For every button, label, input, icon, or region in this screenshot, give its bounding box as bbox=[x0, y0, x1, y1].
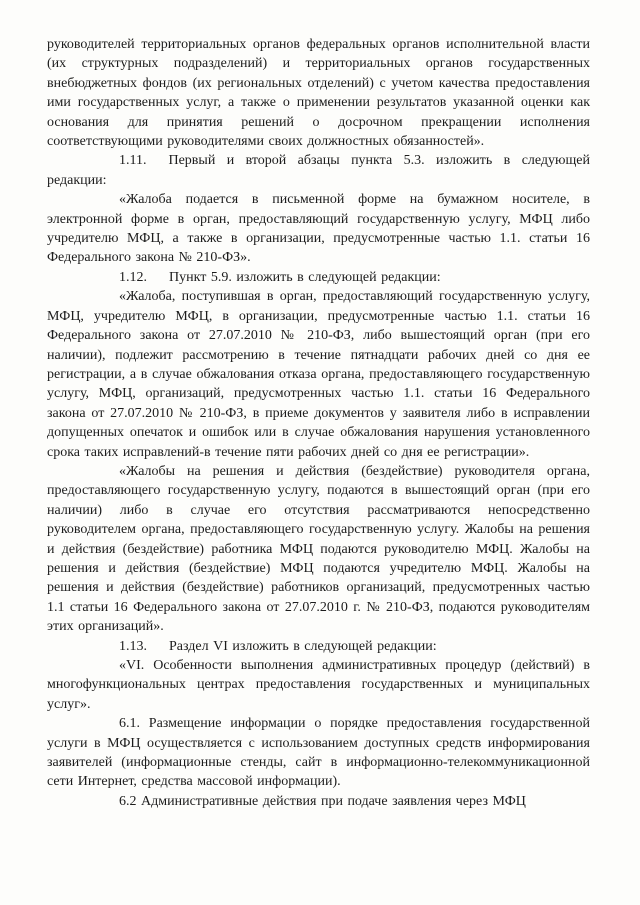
item-text: Первый и второй абзацы пункта 5.3. изложить в следующей редакции: bbox=[47, 153, 590, 188]
paragraph-6-2: 6.2 Административные действия при подаче заявления через МФЦ bbox=[119, 793, 526, 809]
paragraph-item-1-12 bbox=[47, 268, 590, 287]
item-text: Раздел VI изложить в следующей редакции: bbox=[169, 638, 437, 654]
paragraph-continuation: руководителей территориальных органов федеральных органов исполнительной власти (их структурных подразделений) и территориальных органов государственных внебюджетных фондов (их региональных отделений) с учетом качества предоставления ими государственных услуг, а также о применении результатов указанной оценки как основания для принятия решений о досрочном прекращении исполнения соответствующими руководителями своих должностных обязанностей». bbox=[47, 37, 590, 150]
paragraph-item-1-13 bbox=[47, 637, 590, 656]
paragraph-quote-complaint-addressees: «Жалобы на решения и действия (бездействие) руководителя органа, предоставляющего государственную услугу, подаются в вышестоящий орган (при его наличии) либо в случае его отсутствия рассматриваются непосредственно руководителем органа, предоставляющего государственную услугу. Жалобы на решения и действия (бездействие) работника МФЦ подаются руководителю МФЦ. Жалобы на решения и действия (бездействие) МФЦ подаются учредителю МФЦ. Жалобы на решения и действия (бездействие) работников организаций, предусмотренных частью 1.1 статьи 16 Федерального закона от 27.07.2010 г. № 210-ФЗ, подаются руководителям этих организаций». bbox=[47, 463, 590, 635]
paragraph-quote-complaint-review: «Жалоба, поступившая в орган, предоставляющий государственную услугу, МФЦ, учредителю МФЦ, в организации, предусмотренные частью 1.1. статьи 16 Федерального закона от 27.07.2010 № 210-ФЗ, либо вышестоящий орган (при его наличии), подлежит рассмотрению в течение пятнадцати рабочих дней со дня ее регистрации, а в случае обжалования отказа органа, предоставляющего государственную услугу, МФЦ, организаций, предусмотренных частью 1.1. статьи 16 Федерального закона от 27.07.2010 № 210-ФЗ, в приеме документов у заявителя либо в исправлении допущенных опечаток и ошибок или в случае обжалования нарушения установленного срока таких исправлений-в течение пяти рабочих дней со дня ее регистрации». bbox=[47, 289, 590, 460]
paragraph-quote-complaint-form: «Жалоба подается в письменной форме на бумажном носителе, в электронной форме в орган, предоставляющий государственную услугу, МФЦ либо учредителю МФЦ, а также в организации, предусмотренные частью 1.1. статьи 16 Федерального закона № 210-ФЗ». bbox=[47, 192, 590, 266]
item-number: 1.12. bbox=[119, 269, 147, 285]
item-number: 1.13. bbox=[119, 638, 147, 654]
item-text: Пункт 5.9. изложить в следующей редакции: bbox=[169, 269, 441, 285]
paragraph-section-heading-vi: «VI. Особенности выполнения административных процедур (действий) в многофункциональных центрах предоставления государственных и муниципальных услуг». bbox=[47, 658, 590, 712]
paragraph-6-1: 6.1. Размещение информации о порядке предоставления государственной услуги в МФЦ осуществляется с использованием доступных средств информирования заявителей (информационные стенды, сайт в информационно-телекоммуникационной сети Интернет, средства массовой информации). bbox=[47, 716, 590, 790]
paragraph-item-1-11 bbox=[47, 151, 590, 190]
item-number: 1.11. bbox=[119, 153, 147, 169]
